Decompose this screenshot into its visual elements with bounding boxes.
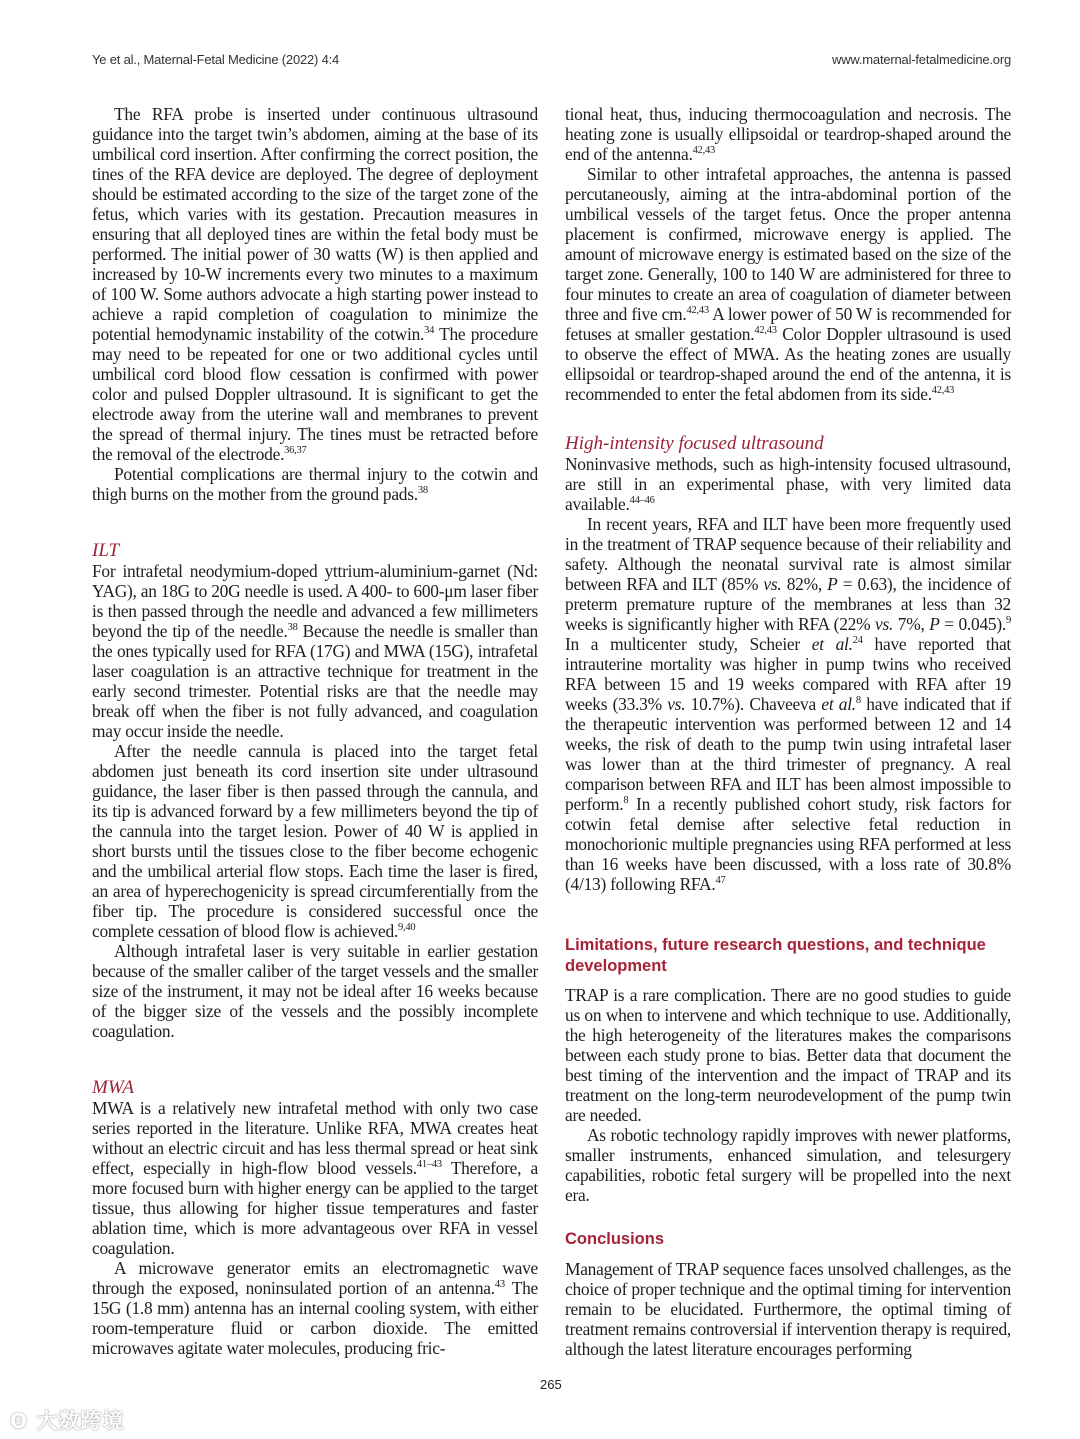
left-section-0: [92, 104, 538, 504]
text-run: Potential complications are thermal injury to the cotwin and thigh burns on the mother from the ground pads.: [92, 464, 538, 504]
citation-superscript: 36,37: [284, 445, 307, 456]
paragraph: [92, 104, 538, 464]
italic-text: P: [929, 614, 940, 634]
italic-text: vs.: [875, 614, 894, 634]
citation-superscript: 42,43: [692, 145, 715, 156]
italic-text: vs.: [667, 694, 686, 714]
text-run: In a multicenter study, Scheier: [565, 634, 812, 654]
text-run: In recent years, RFA and ILT have been more frequently used in the treatment of TRAP sequence because of their reliability and safety. Although the neonatal survival rate is almost similar between RFA and ILT (85%: [565, 514, 1011, 594]
text-run: A lower power of 50 W is recommended for fetuses at smaller gestation.: [565, 304, 1011, 344]
section-heading-mwa: MWA: [92, 1077, 134, 1098]
citation-superscript: 9: [1005, 615, 1011, 626]
text-run: 10.7%). Chaveeva: [685, 694, 822, 714]
paragraph: [565, 164, 1011, 404]
section-heading-hifu: High-intensity focused ultrasound: [565, 433, 824, 454]
right-section-hifu: [565, 454, 1011, 894]
citation-superscript: 24: [852, 635, 863, 646]
running-header-website: www.maternal-fetalmedicine.org: [832, 52, 1011, 67]
text-run: The RFA probe is inserted under continuous ultrasound guidance into the target twin’s abdomen, aiming at the base of its umbilical cord insertion. After confirming the correct position, the tines of the RFA device are deployed. The degree of deployment should be estimated according to the size of the target zone of the fetus, which varies with its gestation. Precaution measures in ensuring that all deployed tines are within the fetal body must be performed. The initial power of 30 watts (W) is then applied and increased by 10-W increments every two minutes to a maximum of 100 W. Some authors advocate a high starting power instead to achieve a rapid completion of coagulation to minimize the potential hemodynamic instability of the cotwin.: [92, 104, 538, 344]
paragraph: [92, 741, 538, 941]
citation-superscript: 41–43: [416, 1159, 442, 1170]
watermark-logo: [10, 1405, 124, 1435]
text-run: Although intrafetal laser is very suitable in earlier gestation because of the smaller caliber of the target vessels and the smaller size of the instrument, it may not be ideal after 16 weeks because of the bigger size of the vessels and the possibly incomplete coagulation.: [92, 941, 538, 1041]
text-run: MWA is a relatively new intrafetal method with only two case series reported in the literature. Unlike RFA, MWA creates heat without an electric circuit and has less thermal spread or heat sink effect, especially in high-flow blood vessels.: [92, 1098, 538, 1178]
italic-text: P: [827, 574, 838, 594]
paragraph: [565, 104, 1011, 164]
text-run: 7%,: [893, 614, 930, 634]
paragraph: [92, 941, 538, 1041]
paragraph: [565, 514, 1011, 894]
text-run: Management of TRAP sequence faces unsolved challenges, as the choice of proper technique and the optimal timing for intervention remain to be elucidated. Furthermore, the optimal timing of treatment remains controversial if intervention therapy is required, although the latest literature encourages performing: [565, 1259, 1011, 1359]
text-run: The 15G (1.8 mm) antenna has an internal cooling system, with either room-temperature fluid or carbon dioxide. The emitted microwaves agitate water molecules, producing fric-: [92, 1278, 538, 1358]
running-header-citation: Ye et al., Maternal-Fetal Medicine (2022) 4:4: [92, 52, 340, 67]
text-run: = 0.63), the incidence of preterm premature rupture of the membranes at less than 32 weeks is significantly higher with RFA (22%: [565, 574, 1011, 634]
text-run: Noninvasive methods, such as high-intensity focused ultrasound, are still in an experimental phase, with very limited data available.: [565, 454, 1011, 514]
citation-superscript: 44–46: [629, 495, 655, 506]
citation-superscript: 42,43: [931, 385, 955, 396]
citation-superscript: 8: [855, 695, 861, 706]
text-run: 82%,: [781, 574, 828, 594]
italic-text: et al.: [821, 694, 856, 714]
citation-superscript: 38: [417, 485, 428, 496]
paragraph: [565, 1125, 1011, 1205]
section-heading-limitations: Limitations, future research questions, and technique development: [565, 936, 986, 975]
paragraph: [565, 1259, 1011, 1359]
citation-superscript: 42,43: [686, 305, 709, 316]
section-heading-conclusions: Conclusions: [565, 1230, 665, 1248]
text-run: Therefore, a more focused burn with higher energy can be applied to the target tissue, thus allowing for higher tissue temperatures and faster ablation time, which is more advantageous over RFA in vessel coagulation.: [92, 1158, 538, 1258]
left-section-mwa: [92, 1098, 538, 1358]
text-run: have indicated that if the therapeutic intervention was performed between 12 and 14 weeks, the risk of death to the pump twin using intrafetal laser was lower than at the third trimester of pregnancy. A real comparison between RFA and ILT has been almost impossible to perform.: [565, 694, 1011, 814]
citation-superscript: 43: [494, 1279, 505, 1290]
text-run: tional heat, thus, inducing thermocoagulation and necrosis. The heating zone is usually ellipsoidal or teardrop-shaped around the end of the antenna.: [565, 104, 1011, 164]
right-section-conclusions: [565, 1259, 1011, 1359]
text-run: For intrafetal neodymium-doped yttrium-aluminium-garnet (Nd: YAG), an 18G to 20G needle is used. A 400- to 600-μm laser fiber is then passed through the needle and advanced a few millimeters beyond the tip of the needle.: [92, 561, 538, 641]
text-run: Because the needle is smaller than the ones typically used for RFA (17G) and MWA (15G), intrafetal laser coagulation is an attractive technique for treatment in the early second trimester. Potential risks are that the needle may break off when the fiber is not fully advanced, and coagulation may occur inside the needle.: [92, 621, 538, 741]
text-run: After the needle cannula is placed into the target fetal abdomen just beneath its cord insertion site under ultrasound guidance, the laser fiber is then passed through the cannula, and its tip is advanced forward by a few millimeters beyond the tip of the cannula into the target lesion. Power of 40 W is applied in short bursts until the tissues close to the fiber become echogenic and the umbilical arterial flow stops. Each time the laser is fired, an area of hyperechogenicity is spread circumferentially from the fiber tip. The procedure is considered successful once the complete cessation of blood flow is achieved.: [92, 741, 538, 941]
section-heading-ilt: ILT: [92, 540, 120, 561]
paragraph: [92, 561, 538, 741]
paragraph: [92, 1098, 538, 1258]
watermark-text: 大数跨境: [36, 1409, 125, 1433]
left-section-ilt: [92, 561, 538, 1041]
paragraph: [92, 464, 538, 504]
citation-superscript: 34: [424, 325, 435, 336]
citation-superscript: 42,43: [754, 325, 777, 336]
text-run: Similar to other intrafetal approaches, the antenna is passed percutaneously, aiming at the intra-abdominal portion of the umbilical vessels of the target fetus. Once the proper antenna placement is confirmed, microwave energy is applied. The amount of microwave energy is estimated based on the size of the target zone. Generally, 100 to 140 W are administered for three to four minutes to create an area of coagulation of diameter between three and five cm.: [565, 164, 1011, 324]
text-run: = 0.045).: [939, 614, 1006, 634]
citation-superscript: 38: [287, 622, 298, 633]
right-section-limitations: [565, 985, 1011, 1205]
text-run: In a recently published cohort study, risk factors for cotwin fetal demise after selective fetal reduction in monochorionic multiple pregnancies using RFA performed at less than 16 weeks have been discussed, with a loss rate of 30.8% (4/13) following RFA.: [565, 794, 1011, 894]
text-run: As robotic technology rapidly improves with newer platforms, smaller instruments, enhanced simulation, and telesurgery capabilities, robotic fetal surgery will be propelled into the next era.: [565, 1125, 1011, 1205]
text-run: The procedure may need to be repeated for one or two additional cycles until umbilical cord blood flow cessation is confirmed with power color and pulsed Doppler ultrasound. It is significant to get the electrode away from the uterine wall and membranes to prevent the spread of thermal injury. The tines must be retracted before the removal of the electrode.: [92, 324, 538, 464]
paragraph: [565, 454, 1011, 514]
citation-superscript: 9,40: [398, 922, 416, 933]
text-run: A microwave generator emits an electromagnetic wave through the exposed, noninsulated portion of an antenna.: [92, 1258, 538, 1298]
italic-text: vs.: [763, 574, 782, 594]
paragraph: [92, 1258, 538, 1358]
right-section-0: [565, 104, 1011, 404]
citation-superscript: 47: [715, 875, 726, 886]
text-run: Color Doppler ultrasound is used to observe the effect of MWA. As the heating zones are usually ellipsoidal or teardrop-shaped around the end of the antenna, it is recommended to enter the fetal abdomen from its side.: [565, 324, 1011, 404]
paragraph: [565, 985, 1011, 1125]
citation-superscript: 8: [623, 795, 629, 806]
page-number: 265: [540, 1377, 562, 1392]
text-run: have reported that intrauterine mortality was higher in pump twins who received RFA between 15 and 19 weeks compared with RFA after 19 weeks (33.3%: [565, 634, 1012, 714]
text-run: TRAP is a rare complication. There are no good studies to guide us on when to intervene and which technique to use. Additionally, the high heterogeneity of the literatures makes the comparisons between each study prone to bias. Better data that document the best timing of the intervention and the impact of TRAP and its treatment on the long-term neurodevelopment of the pump twin are needed.: [565, 985, 1011, 1125]
watermark-circle-icon: ʘ: [10, 1409, 29, 1433]
italic-text: et al.: [811, 634, 853, 654]
